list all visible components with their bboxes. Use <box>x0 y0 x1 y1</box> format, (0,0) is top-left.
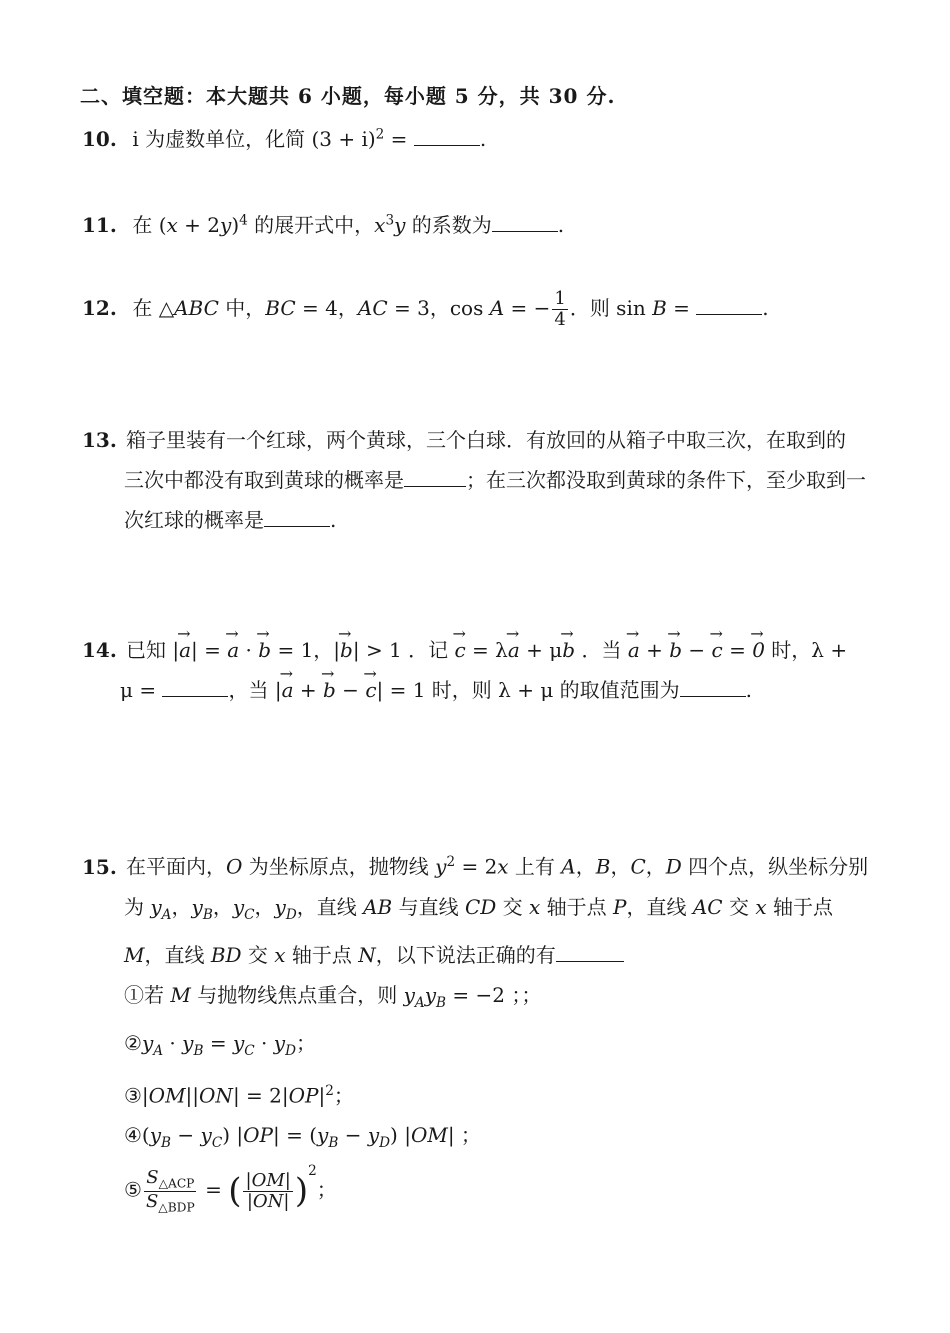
length-fraction: $\frac{|OM|}{|ON|}$ <box>245 1170 291 1212</box>
question-10: 10. i 为虚数单位，化简 $(3 + i)^2$ = . <box>82 114 486 159</box>
question-number: 11. <box>82 212 117 237</box>
answer-blank[interactable] <box>680 675 746 697</box>
area-fraction: $\frac{S_{\triangle ACP}}{S_{\triangle BDP}}$ <box>145 1166 195 1215</box>
option-1: ①若 M 与抛物线焦点重合，则 $y_Ay_B = -2$ ；； <box>124 982 542 1011</box>
fraction: $\frac{1}{4}$ <box>554 288 566 330</box>
option-4: $④(y_B - y_C) |OP| = (y_B - y_D)$ |OM| ； <box>124 1123 481 1152</box>
answer-blank[interactable] <box>404 465 466 487</box>
question-number: 12. <box>82 296 117 320</box>
question-number: 13. <box>82 428 117 452</box>
question-11: 11. 在 $(x + 2y)^4$ 的展开式中，$x^3y$ 的系数为 . <box>82 200 564 245</box>
question-number: 10. <box>82 126 117 151</box>
question-15: 15. 在平面内，O 为坐标原点，抛物线 $y^2 = 2x$ 上有 A，B，C，D 四个点，纵坐标分别 为 $y_A$，$y_B$，$y_C$，$y_D$，直线 AB 与直线 CD 交 x 轴于点 P，直线 AC 交 x 轴于点 M，直线 BD 交 x 轴于点 N，以下说法正确的有 ①若 M 与抛物线焦点重合，则 $y_Ay_B = -2$ ；； $②y_A \cdot y_B = y_C \cdot y_D$； ③|OM||ON| = $2|OP|^2$； $④(y_B - y_C) |OP| = (y_B - y_D)$ |OM| ； ⑤ $\frac{S_{\triangle ACP}}{S_{\triangle BDP}}$ = ( $\frac{|OM|}{|ON|}$ )$^2$； <box>82 842 868 1215</box>
answer-blank[interactable] <box>162 675 228 697</box>
answer-blank[interactable] <box>556 940 624 962</box>
q10-text: i 为虚数单位，化简 (3 + i) <box>132 126 376 151</box>
answer-blank[interactable] <box>492 210 558 232</box>
question-13: 13. 箱子里装有一个红球，两个黄球，三个白球．有放回的从箱子中取三次，在取到的 三次中都没有取到黄球的概率是 ；在三次都没取到黄球的条件下，至少取到一 次红球的概率是 . <box>82 420 866 540</box>
question-12: 12. 在 △ABC 中，BC = 4，AC = 3，cos A = − $\frac{1}{4}$ ．则 sin B = . <box>82 288 769 330</box>
question-number: 15. <box>82 854 117 879</box>
answer-blank[interactable] <box>696 293 762 315</box>
option-5: ⑤ $\frac{S_{\triangle ACP}}{S_{\triangle BDP}}$ = ( $\frac{|OM|}{|ON|}$ )$^2$； <box>124 1163 337 1215</box>
answer-blank[interactable] <box>414 124 480 146</box>
option-2: $②y_A \cdot y_B = y_C \cdot y_D$； <box>124 1030 316 1059</box>
option-3: ③|OM||ON| = $2|OP|^2$； <box>124 1082 354 1108</box>
section-title: 二、填空题：本大题共 6 小题，每小题 5 分，共 30 分. <box>80 84 616 108</box>
answer-blank[interactable] <box>264 505 330 527</box>
question-number: 14. <box>82 638 117 662</box>
question-14: 14. 已知 |→ a| = → a · → b = 1，|→ b| > 1 ．记 → c = λ→ a + μ→ b ．当 → a + → b − → c = → 0 时，λ + μ = ，当 |→ a + → b − → c| = 1 时，则 λ + μ 的取值范围为 . <box>82 630 847 710</box>
